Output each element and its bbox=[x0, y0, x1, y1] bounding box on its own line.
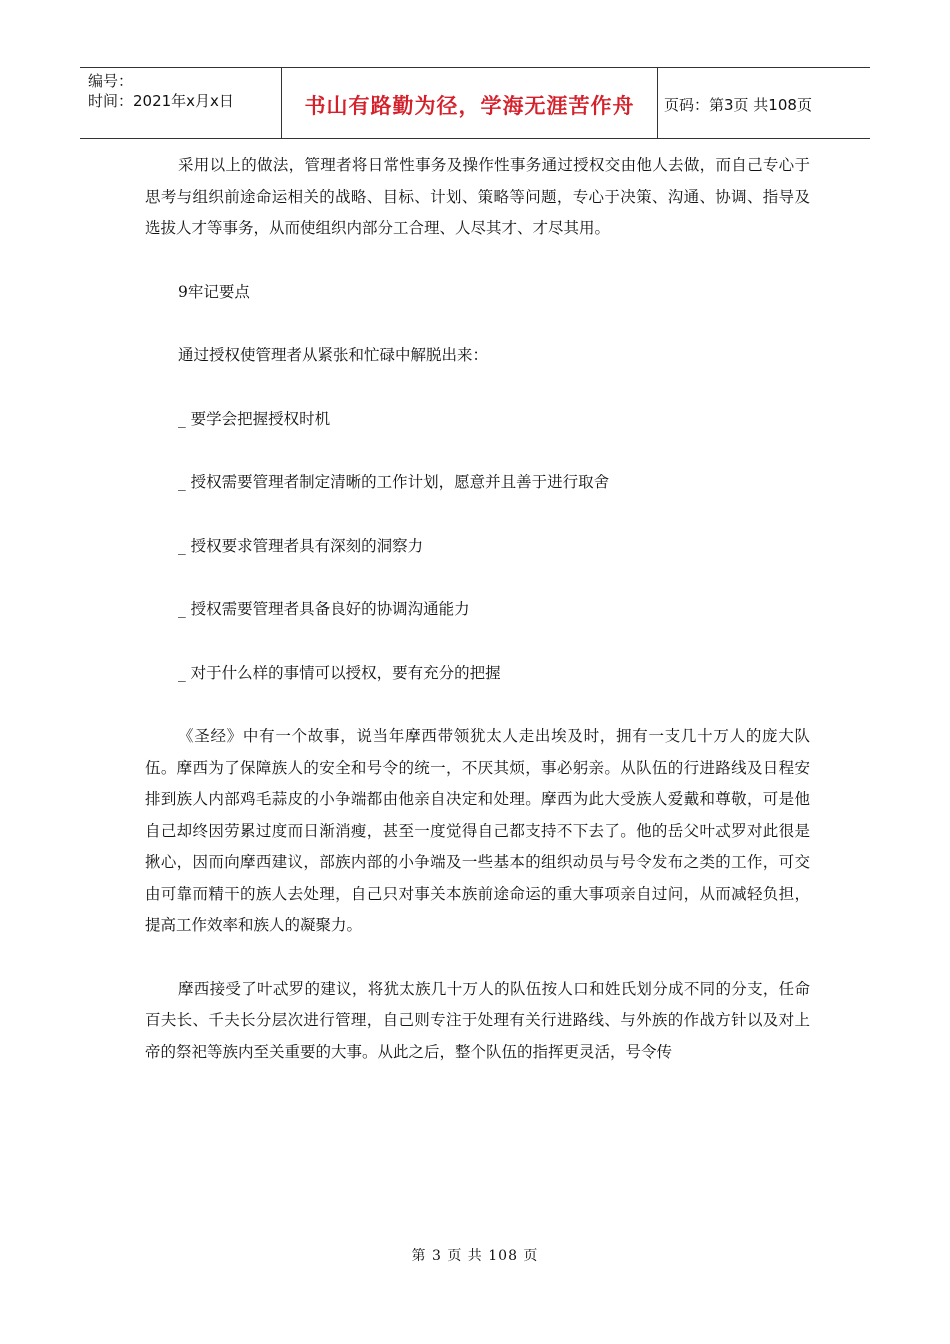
header-motto: 书山有路勤为径，学海无涯苦作舟 bbox=[282, 68, 658, 138]
serial-number-label: 编号： bbox=[88, 72, 134, 90]
section-intro: 通过授权使管理者从紧张和忙碌中解脱出来： bbox=[178, 346, 489, 364]
paragraph-1: 采用以上的做法，管理者将日常性事务及操作性事务通过授权交由他人去做，而自己专心于思考与组织前途命运相关的战略、目标、计划、策略等问题，专心于决策、沟通、协调、指导及选拔人才等事务，从而使组织内部分工合理、人尽其才、才尽其用。 bbox=[145, 156, 810, 237]
bullet-item: _ 授权要求管理者具有深刻的洞察力 bbox=[178, 536, 424, 555]
document-body bbox=[145, 150, 810, 1068]
bullet-item: _ 要学会把握授权时机 bbox=[178, 409, 331, 428]
document-header bbox=[80, 67, 870, 139]
bullet-item: _ 授权需要管理者具备良好的协调沟通能力 bbox=[178, 600, 470, 618]
header-page-info: 页码：第3页 共108页 bbox=[664, 95, 812, 114]
page-footer: 第 3 页 共 108 页 bbox=[411, 1248, 539, 1264]
paragraph-2: 《圣经》中有一个故事，说当年摩西带领犹太人走出埃及时，拥有一支几十万人的庞大队伍。摩西为了保障族人的安全和号令的统一，不厌其烦，事必躬亲。从队伍的行进路线及日程安排到族人内部鸡毛蒜皮的小争端都由他亲自决定和处理。摩西为此大受族人爱戴和尊敬，可是他自己却终因劳累过度而日渐消瘦，甚至一度觉得自己都支持不下去了。他的岳父叶忒罗对此很是揪心，因而向摩西建议，部族内部的小争端及一些基本的组织动员与号令发布之类的工作，可交由可靠而精干的族人去处理，自己只对事关本族前途命运的重大事项亲自过问，从而减轻负担，提高工作效率和族人的凝聚力。 bbox=[145, 727, 810, 934]
date-line: 时间：2021年x月x日 bbox=[88, 92, 234, 110]
section-title: 9牢记要点 bbox=[178, 282, 250, 301]
paragraph-3: 摩西接受了叶忒罗的建议，将犹太族几十万人的队伍按人口和姓氏划分成不同的分支，任命百夫长、千夫长分层次进行管理，自己则专注于处理有关行进路线、与外族的作战方针以及对上帝的祭祀等族内至关重要的大事。从此之后，整个队伍的指挥更灵活，号令传 bbox=[145, 979, 810, 1061]
header-meta-cell bbox=[80, 68, 282, 138]
bullet-item: _ 对于什么样的事情可以授权，要有充分的把握 bbox=[178, 663, 501, 682]
bullet-item: _ 授权需要管理者制定清晰的工作计划，愿意并且善于进行取舍 bbox=[178, 473, 610, 491]
